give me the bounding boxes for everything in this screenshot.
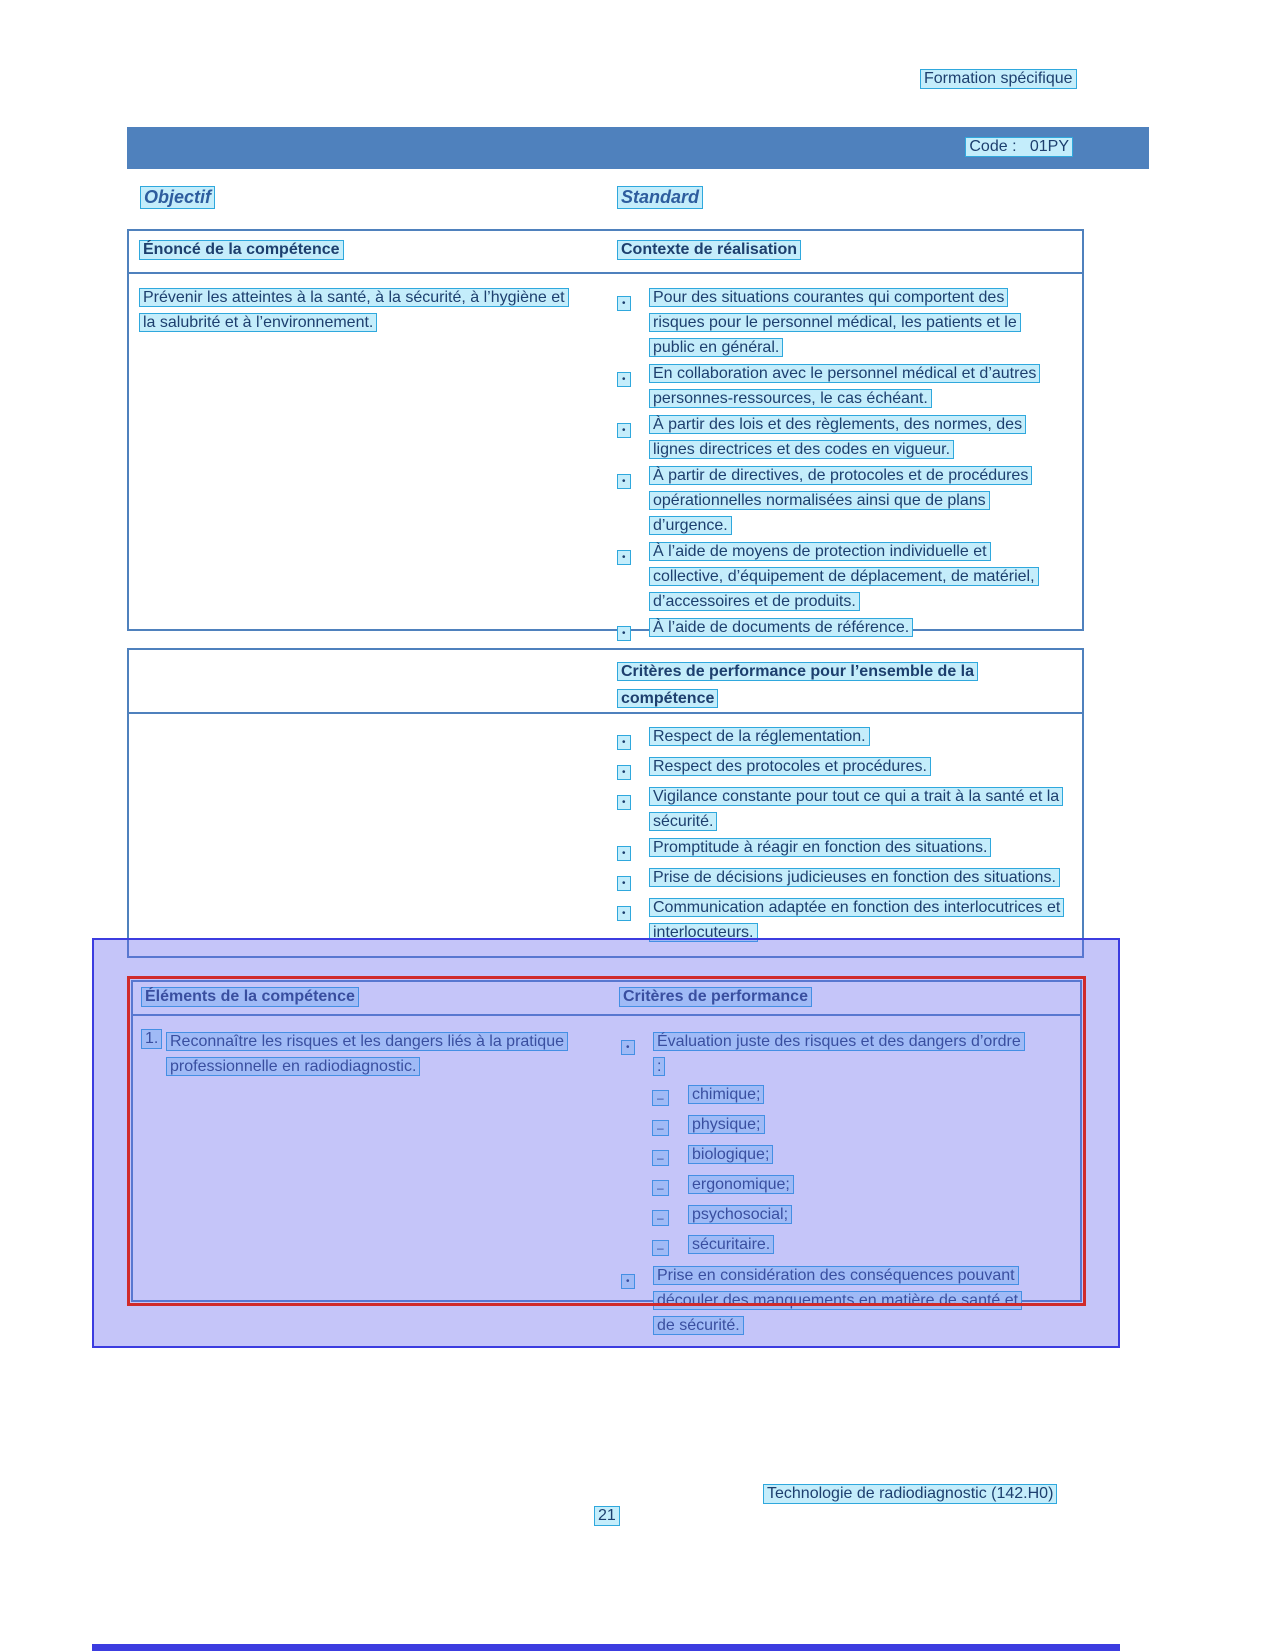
bullet-mark-wrap [617,463,649,492]
bullet-mark-wrap [617,539,649,568]
contexte-cell [617,285,1042,645]
bullet-text-wrap [649,835,1062,860]
sub-item-text: physique; [688,1115,765,1134]
bullet-icon: • [621,1040,635,1055]
sub-item-text: biologique; [688,1145,773,1164]
bullet-text: Respect de la réglementation. [649,727,870,746]
bullet-icon: • [617,765,631,780]
bullet-item [617,784,1062,834]
bullet-text: Évaluation juste des risques et des dangers d’ordre : [653,1032,1025,1076]
bullet-text: À partir des lois et des règlements, des normes, des lignes directrices et des codes en vigueur. [649,415,1026,459]
bullet-item [617,724,1062,753]
sub-item-text: psychosocial; [688,1205,792,1224]
bullet-icon: • [621,1274,635,1289]
col-header-criteres: Critères de performance [619,987,812,1007]
bullet-text: Vigilance constante pour tout ce qui a trait à la santé et la sécurité. [649,787,1063,831]
title-bar [127,127,1149,169]
bullet-text-wrap [649,865,1062,890]
bullet-icon: • [617,735,631,750]
sub-item [652,1141,1026,1171]
dash-wrap [652,1141,688,1171]
dash-icon: – [652,1240,669,1256]
bullet-icon: • [617,876,631,891]
dash-wrap [652,1201,688,1231]
bullet-mark-wrap [617,412,649,441]
bullet-mark-wrap [617,754,649,783]
bullet-mark-wrap [621,1263,653,1292]
bullet-text-wrap [649,412,1042,462]
sub-item [652,1201,1026,1231]
sub-item-text: ergonomique; [688,1175,794,1194]
bullet-text-wrap [649,463,1042,538]
bullet-text-wrap [649,361,1042,411]
bullet-text: Prise de décisions judicieuses en fonction des situations. [649,868,1060,887]
bullet-item [617,835,1062,864]
bullet-icon: • [617,846,631,861]
bullet-item [621,1029,1026,1079]
bullet-text-wrap [649,895,1062,945]
bullet-item [617,865,1062,894]
dash-icon: – [652,1210,669,1226]
enonce-text: Prévenir les atteintes à la santé, à la sécurité, à l’hygiène et la salubrité et à l’environnement. [139,288,569,332]
footer-program: Technologie de radiodiagnostic (142.H0) [763,1484,1057,1504]
bullet-text: À partir de directives, de protocoles et de procédures opérationnelles normalisées ainsi que de plans d’urgence. [649,466,1032,535]
bullet-mark-wrap [617,615,649,644]
bullet-text: À l’aide de documents de référence. [649,618,913,637]
section-title-objectif: Objectif [140,186,215,209]
dash-icon: – [652,1180,669,1196]
table-enonce-contexte [127,229,1084,639]
header-tag: Formation spécifique [920,69,1077,89]
dash-icon: – [652,1150,669,1166]
enonce-cell [139,285,571,335]
bullet-icon: • [617,372,631,387]
table-elements-criteres [131,980,1082,1334]
bullet-item [617,754,1062,783]
bullet-mark-wrap [617,865,649,894]
bullet-item [617,412,1042,462]
bullet-item [617,361,1042,411]
bottom-strip [92,1644,1120,1651]
table-header-row [129,231,1082,274]
sub-item-text-wrap [688,1111,1026,1138]
sub-item-text: sécuritaire. [688,1235,774,1254]
sub-item [652,1171,1026,1201]
bullet-item [617,285,1042,360]
element-text: Reconnaître les risques et les dangers liés à la pratique professionnelle en radiodiagnostic. [166,1032,568,1076]
bullet-text-wrap [649,724,1062,749]
sub-item-text-wrap [688,1141,1026,1168]
bullet-item [617,895,1062,945]
bullet-text-wrap [653,1029,1026,1079]
criteres-cell [621,1029,1026,1339]
bullet-icon: • [617,906,631,921]
bullet-text: Promptitude à réagir en fonction des situations. [649,838,991,857]
bullet-item [617,539,1042,614]
code-label: Code : 01PY [965,137,1073,157]
bullet-text-wrap [649,784,1062,834]
bullet-icon: • [617,795,631,810]
bullet-mark-wrap [617,361,649,390]
bullet-text: À l’aide de moyens de protection individuelle et collective, d’équipement de déplacement, de matériel, d’accessoires et de produits. [649,542,1039,611]
dash-wrap [652,1171,688,1201]
bullet-icon: • [617,296,631,311]
footer-page-number: 21 [594,1506,620,1526]
sub-item-list [652,1081,1026,1261]
dash-wrap [652,1111,688,1141]
bullet-text: Communication adaptée en fonction des interlocutrices et interlocuteurs. [649,898,1064,942]
bullet-item [617,463,1042,538]
col-header-contexte: Contexte de réalisation [617,240,801,260]
sub-item-text-wrap [688,1201,1026,1228]
bullet-text-wrap [649,539,1042,614]
bullet-text-wrap [649,754,1062,779]
col-header-elements: Éléments de la compétence [141,987,359,1007]
bullet-mark-wrap [617,895,649,924]
bullet-text: Prise en considération des conséquences pouvant découler des manquements en matière de santé et de sécurité. [653,1266,1022,1335]
sub-item-text-wrap [688,1081,1026,1108]
bullet-item [617,615,1042,644]
bullet-mark-wrap [617,285,649,314]
bullet-mark-wrap [617,784,649,813]
bullet-text: Respect des protocoles et procédures. [649,757,931,776]
bullet-mark-wrap [617,835,649,864]
sub-item [652,1081,1026,1111]
bullet-mark-wrap [621,1029,653,1058]
table-criteres-ensemble [127,648,1084,958]
element-cell [166,1029,574,1079]
sub-item-text: chimique; [688,1085,764,1104]
bullet-icon: • [617,423,631,438]
bullet-icon: • [617,626,631,641]
bullet-text: En collaboration avec le personnel médical et d’autres personnes-ressources, le cas échéant. [649,364,1040,408]
table-header-row [129,650,1082,714]
dash-icon: – [652,1090,669,1106]
bullet-text: Pour des situations courantes qui comportent des risques pour le personnel médical, les patients et le public en général. [649,288,1021,357]
bullet-text-wrap [649,285,1042,360]
bullet-icon: • [617,474,631,489]
sub-item [652,1111,1026,1141]
col-header-criteres-ensemble: Critères de performance pour l’ensemble de la compétence [617,662,978,708]
sub-item [652,1231,1026,1261]
criteres-cell [617,724,1062,946]
dash-icon: – [652,1120,669,1136]
bullet-mark-wrap [617,724,649,753]
col-header-enonce: Énoncé de la compétence [139,240,344,260]
sub-item-text-wrap [688,1231,1026,1258]
bullet-icon: • [617,550,631,565]
dash-wrap [652,1231,688,1261]
bullet-text-wrap [653,1263,1026,1338]
section-title-standard: Standard [617,186,703,209]
dash-wrap [652,1081,688,1111]
sub-item-text-wrap [688,1171,1026,1198]
element-number: 1. [141,1029,162,1049]
bullet-text-wrap [649,615,1042,640]
col-header-criteres-ensemble-wrap [617,658,1069,712]
table-header-row [133,982,1080,1016]
bullet-item [621,1263,1026,1338]
